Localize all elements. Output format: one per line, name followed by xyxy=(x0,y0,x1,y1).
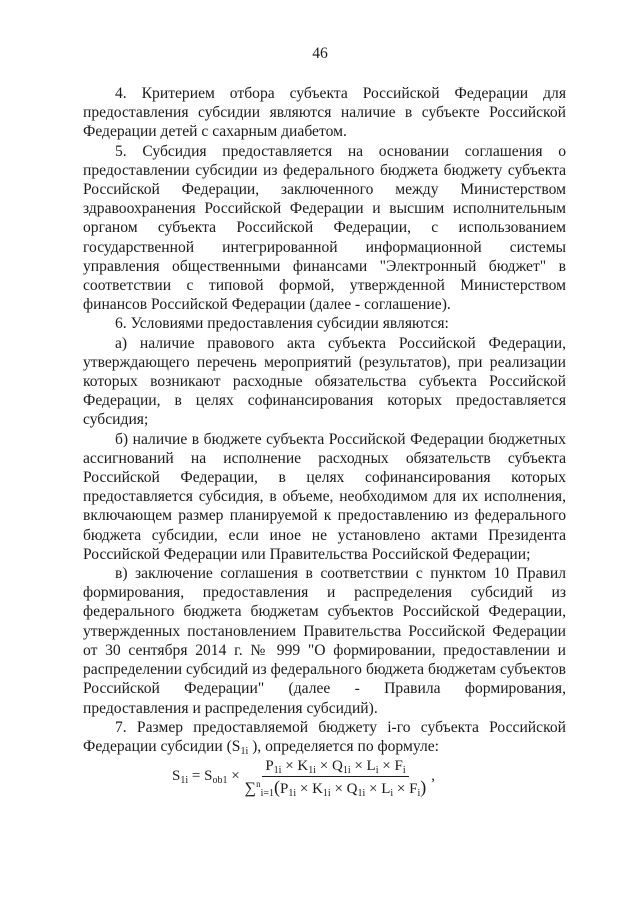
page-number: 46 xyxy=(312,45,328,62)
paragraph-5: 5. Субсидия предоставляется на основании соглашения о предоставлении субсидии из федерального бюджета бюджету субъекта Российской Федерации, заключенного между Министерством здравоохранения Российской Федерации и высшим исполнительным органом субъекта Российской Федерации, с использованием государственной интегрированной информационной системы управления общественными финансами "Электронный бюджет" в соответствии с типовой формой, утвержденной Министерством финансов Российской Федерации (далее - соглашение). xyxy=(83,142,566,314)
paragraph-6: 6. Условиями предоставления субсидии являются: xyxy=(115,315,449,333)
paragraph-6a: а) наличие правового акта субъекта Российской Федерации, утверждающего перечень мероприятий (результатов), при реализации которых возникают расходные обязательства субъекта Российской Федерации, в целях софинансирования которых предоставляется субсидия; xyxy=(83,334,566,429)
formula-lhs: $S_{1i} = S_{ob1}$ × xyxy=(172,768,240,787)
paragraph-7: 7. Размер предоставляемой бюджету i-го субъекта Российской Федерации субсидии ($S_{1i}$ ), определяется по формуле: xyxy=(83,718,566,757)
formula-denominator: $\sum^n_{i=1}(P_{1i} \times K_{1i} \times Q_{1i} \times L_i \times F_i)$ xyxy=(244,776,427,799)
formula-fraction xyxy=(242,756,430,799)
formula-numerator: $P_{1i} \times K_{1i} \times Q_{1i} \times L_i \times F_i$ xyxy=(262,756,408,777)
paragraph-6v: в) заключение соглашения в соответствии с пунктом 10 Правил формирования, предоставления и распределения субсидий из федерального бюджета бюджетам субъектов Российской Федерации, утвержденных постановлением Правительства Российской Федерации от 30 сентября 2014 г. № 999 "О формировании, предоставлении и распределении субсидий из федерального бюджета бюджетам субъектов Российской Федерации" (далее - Правила формирования, предоставления и распределения субсидий). xyxy=(83,565,566,717)
subsidy-formula xyxy=(172,752,512,802)
paragraph-4: 4. Критерием отбора субъекта Российской Федерации для предоставления субсидии являются наличие в субъекте Российской Федерации детей с сахарным диабетом. xyxy=(83,85,566,141)
formula-trailing: , xyxy=(431,768,436,785)
document-body xyxy=(83,84,566,756)
paragraph-6b: б) наличие в бюджете субъекта Российской Федерации бюджетных ассигнований на исполнение расходных обязательств субъекта Российской Федерации, в целях софинансирования которых предоставляется субсидия, в объеме, необходимом для их исполнения, включающем размер планируемой к предоставлению из федерального бюджета субсидии, если иное не установлено актами Президента Российской Федерации или Правительства Российской Федерации; xyxy=(83,430,566,563)
